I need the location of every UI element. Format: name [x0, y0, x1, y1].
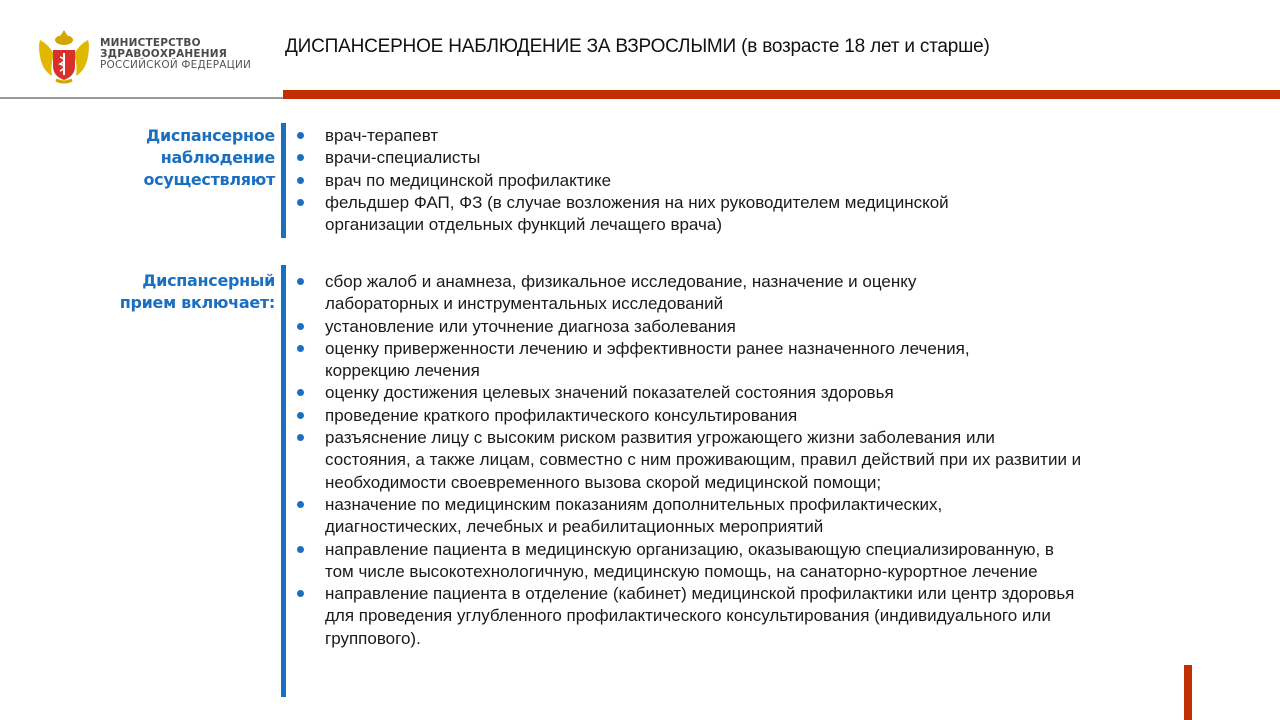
ministry-line-2: ЗДРАВООХРАНЕНИЯ	[100, 48, 228, 60]
bullet-icon	[297, 323, 304, 330]
ministry-line-1: МИНИСТЕРСТВО	[100, 37, 201, 49]
bullet-icon	[297, 412, 304, 419]
header-accent-bar	[283, 90, 1280, 99]
section-divider-bar	[281, 123, 286, 238]
list-item-text: направление пациента в медицинскую организацию, оказывающую специализированную, в том числе высокотехнологичную, медицинскую помощь, на санаторно-курортное лечение	[325, 539, 1054, 581]
list-item	[297, 192, 1025, 237]
list-item-text: врач по медицинской профилактике	[325, 170, 612, 190]
bullet-icon	[297, 546, 304, 553]
footer-accent-bar	[1184, 665, 1192, 720]
bullet-icon	[297, 389, 304, 396]
section-divider-bar	[281, 265, 286, 697]
list-item	[297, 427, 1085, 494]
list-item	[297, 405, 1072, 427]
coat-of-arms-icon	[34, 26, 94, 86]
label-line: наблюдение	[160, 148, 275, 167]
list-item	[297, 494, 1035, 539]
bullet-icon	[297, 177, 304, 184]
list-item-text: сбор жалоб и анамнеза, физикальное исследование, назначение и оценку лабораторных и инструментальных исследований	[325, 272, 917, 314]
list-item-text: разъяснение лицу с высоким риском развития угрожающего жизни заболевания или состояния, а также лицам, совместно с ним проживающим, правил действий при их развитии и необходимости своевременного вызова скорой медицинской помощи;	[325, 428, 1082, 492]
list-item-text: врачи-специалисты	[325, 148, 481, 168]
list-item-text: врач-терапевт	[325, 126, 439, 145]
list-item	[297, 338, 1045, 383]
bullet-icon	[297, 132, 304, 139]
bullet-icon	[297, 434, 304, 441]
list-item	[297, 271, 985, 316]
list-item-text: фельдшер ФАП, ФЗ (в случае возложения на них руководителем медицинской организации отдельных функций лечащего врача)	[325, 192, 949, 235]
list-item	[297, 539, 1085, 584]
list-item-text: назначение по медицинским показаниям дополнительных профилактических, диагностических, лечебных и реабилитационных мероприятий	[325, 494, 943, 537]
list-item-text: направление пациента в отделение (кабинет) медицинской профилактики или центр здоровья для проведения углубленного профилактического консультирования (индивидуального или группового).	[325, 584, 1075, 648]
list-item-text: установление или уточнение диагноза заболевания	[325, 316, 736, 336]
list-item	[297, 583, 1095, 650]
bullet-icon	[297, 199, 304, 206]
page-title: ДИСПАНСЕРНОЕ НАБЛЮДЕНИЕ ЗА ВЗРОСЛЫМИ (в возрасте 18 лет и старше)	[285, 36, 990, 57]
bullet-icon	[297, 345, 304, 352]
list-item-text: проведение краткого профилактического консультирования	[325, 405, 798, 425]
observers-list	[297, 125, 1025, 236]
reception-list	[297, 271, 1082, 650]
bullet-icon	[297, 154, 304, 161]
label-line: Диспансерное	[146, 126, 275, 145]
list-item-text: оценку достижения целевых значений показателей состояния здоровья	[325, 383, 894, 403]
bullet-icon	[297, 590, 304, 597]
section-label-reception	[120, 270, 275, 314]
list-item	[297, 316, 1072, 338]
label-line: прием включает:	[119, 293, 275, 312]
list-item	[297, 382, 1072, 404]
ministry-line-3: РОССИЙСКОЙ ФЕДЕРАЦИИ	[100, 59, 252, 71]
ministry-name	[100, 38, 251, 71]
list-item	[297, 125, 1025, 147]
list-item	[297, 147, 1025, 169]
header-divider	[0, 97, 283, 99]
bullet-icon	[297, 278, 304, 285]
list-item-text: оценку приверженности лечению и эффективности ранее назначенного лечения, коррекцию лечения	[325, 338, 970, 381]
label-line: осуществляют	[143, 170, 275, 189]
bullet-icon	[297, 501, 304, 508]
label-line: Диспансерный	[142, 271, 275, 290]
list-item	[297, 170, 1025, 192]
section-label-observers	[143, 125, 275, 191]
